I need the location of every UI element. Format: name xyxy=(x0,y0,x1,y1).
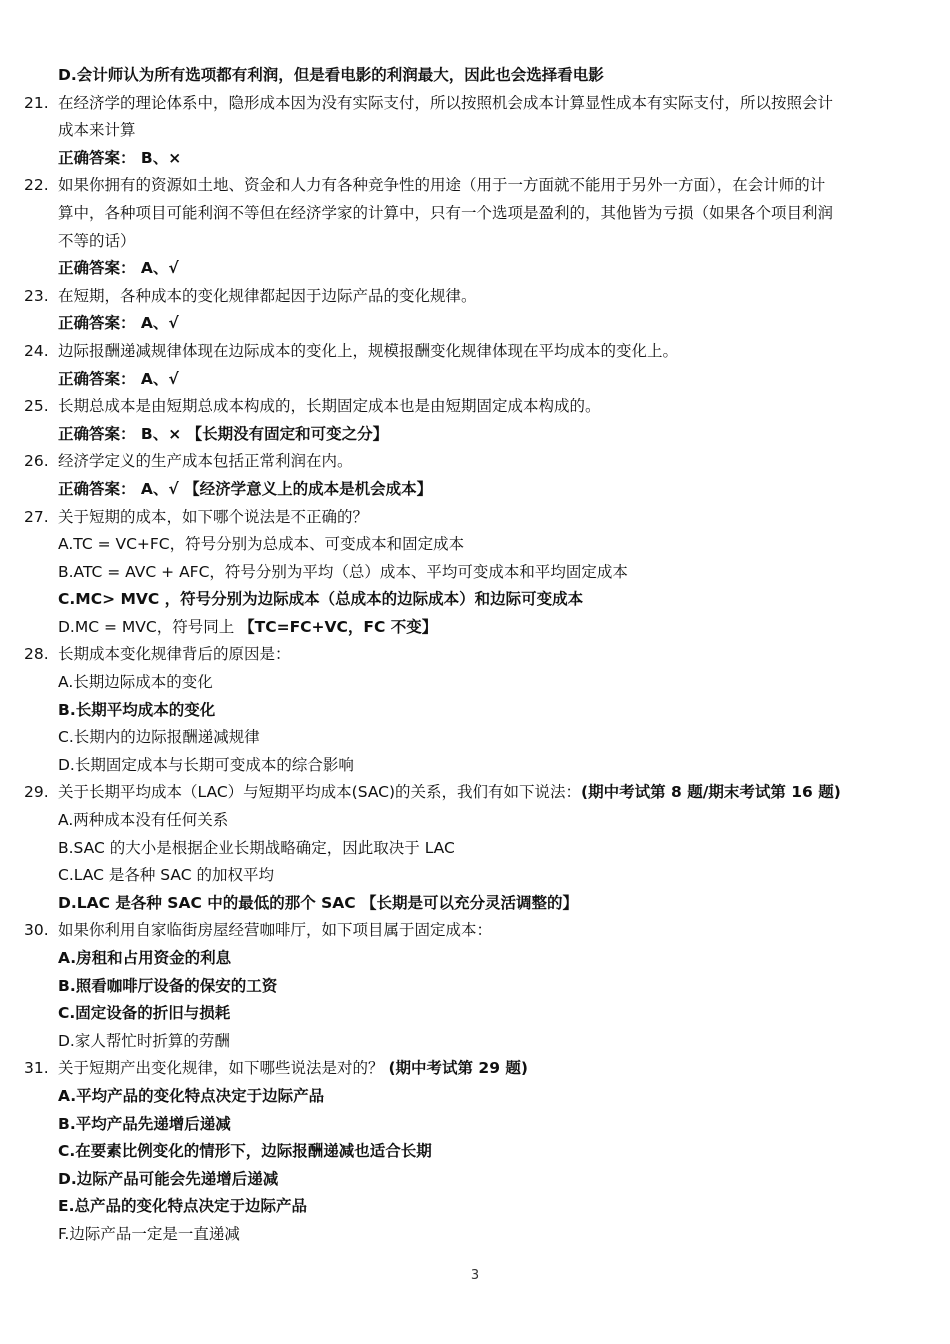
line-text xyxy=(58,1000,230,1028)
line-text xyxy=(58,476,432,504)
line-main-text: E.总产品的变化特点决定于边际产品 xyxy=(58,1197,307,1216)
text-line xyxy=(0,200,950,228)
line-main-text: 关于短期的成本，如下哪个说法是不正确的？ xyxy=(58,507,369,526)
question-number: 22. xyxy=(24,176,49,195)
line-text xyxy=(58,835,455,863)
question-line xyxy=(0,338,950,366)
text-line xyxy=(0,890,950,918)
text-line xyxy=(0,310,950,338)
question-line xyxy=(0,504,950,532)
line-text xyxy=(58,917,492,945)
line-text xyxy=(58,448,353,476)
question-number: 31. xyxy=(24,1059,49,1078)
line-text xyxy=(58,1028,230,1056)
text-line xyxy=(0,62,950,90)
line-main-text: D.会计师认为所有选项都有利润，但是看电影的利润最大，因此也会选择看电影 xyxy=(58,66,604,84)
line-text xyxy=(58,172,825,200)
question-line xyxy=(0,641,950,669)
line-main-text: C.长期内的边际报酬递减规律 xyxy=(58,728,260,747)
line-main-text: C.在要素比例变化的情形下，边际报酬递减也适合长期 xyxy=(58,1142,432,1161)
line-text xyxy=(58,807,228,835)
line-main-text: A.平均产品的变化特点决定于边际产品 xyxy=(58,1086,325,1105)
line-text xyxy=(58,586,583,614)
text-line xyxy=(0,228,950,256)
line-text xyxy=(58,1193,307,1221)
line-text xyxy=(58,531,464,559)
question-line xyxy=(0,172,950,200)
text-line xyxy=(0,586,950,614)
text-line xyxy=(0,1166,950,1194)
line-text xyxy=(58,421,388,449)
line-text xyxy=(58,228,136,256)
question-number: 30. xyxy=(24,921,49,940)
text-line xyxy=(0,724,950,752)
text-line xyxy=(0,862,950,890)
document-body xyxy=(0,62,950,1249)
question-number: 27. xyxy=(24,507,49,526)
line-text xyxy=(58,310,179,338)
question-line xyxy=(0,393,950,421)
line-main-text: 长期总成本是由短期总成本构成的，长期固定成本也是由短期固定成本构成的。 xyxy=(58,397,601,416)
text-line xyxy=(0,945,950,973)
line-main-text: D.MC = MVC，符号同上 xyxy=(58,617,240,636)
question-number: 29. xyxy=(24,783,49,802)
line-bold-note: (期中考试第 29 题) xyxy=(388,1059,528,1078)
line-text xyxy=(58,283,477,311)
line-text xyxy=(58,890,578,918)
line-main-text: D.长期固定成本与长期可变成本的综合影响 xyxy=(58,755,354,774)
line-text xyxy=(58,90,833,118)
line-main-text: B.平均产品先递增后递减 xyxy=(58,1114,231,1133)
line-text xyxy=(58,1111,231,1139)
text-line xyxy=(0,835,950,863)
question-number: 23. xyxy=(24,286,49,305)
line-text xyxy=(58,752,354,780)
text-line xyxy=(0,973,950,1001)
question-line xyxy=(0,283,950,311)
line-main-text: 在经济学的理论体系中，隐形成本因为没有实际支付，所以按照机会成本计算显性成本有实际支付，所以按照会计 xyxy=(58,93,834,112)
line-main-text: C.MC> MVC ，符号分别为边际成本（总成本的边际成本）和边际可变成本 xyxy=(58,590,584,609)
question-line xyxy=(0,1055,950,1083)
line-text xyxy=(58,117,136,145)
text-line xyxy=(0,697,950,725)
question-line xyxy=(0,917,950,945)
text-line xyxy=(0,145,950,173)
line-bold-note: (期中考试第 8 题/期末考试第 16 题) xyxy=(581,783,841,802)
line-main-text: C.固定设备的折旧与损耗 xyxy=(58,1004,231,1023)
line-main-text: A.TC = VC+FC，符号分别为总成本、可变成本和固定成本 xyxy=(58,535,465,554)
text-line xyxy=(0,1221,950,1249)
line-main-text: A.长期边际成本的变化 xyxy=(58,673,213,692)
question-line xyxy=(0,448,950,476)
question-number: 24. xyxy=(24,341,49,360)
line-main-text: C.LAC 是各种 SAC 的加权平均 xyxy=(58,866,274,885)
line-main-text: 长期成本变化规律背后的原因是： xyxy=(58,645,291,664)
text-line xyxy=(0,476,950,504)
text-line xyxy=(0,559,950,587)
line-main-text: B.SAC 的大小是根据企业长期战略确定，因此取决于 LAC xyxy=(58,838,455,857)
line-text xyxy=(58,973,277,1001)
line-main-text: A.房租和占用资金的利息 xyxy=(58,949,232,967)
text-line xyxy=(0,1028,950,1056)
line-main-text: 不等的话） xyxy=(58,231,136,250)
text-line xyxy=(0,366,950,394)
line-main-text: 关于长期平均成本（LAC）与短期平均成本(SAC)的关系，我们有如下说法： xyxy=(58,783,582,802)
line-main-text: 如果你利用自家临街房屋经营咖啡厅，如下项目属于固定成本： xyxy=(58,921,493,940)
line-text xyxy=(58,504,368,532)
text-line xyxy=(0,421,950,449)
line-text xyxy=(58,62,604,90)
text-line xyxy=(0,255,950,283)
line-main-text: 正确答案： A、√ xyxy=(58,259,179,278)
question-number: 28. xyxy=(24,645,49,664)
text-line xyxy=(0,807,950,835)
line-text xyxy=(58,145,181,173)
line-text xyxy=(58,1221,240,1249)
line-main-text: F.边际产品一定是一直递减 xyxy=(58,1224,240,1243)
line-text xyxy=(58,697,215,725)
line-text xyxy=(58,614,437,642)
question-line xyxy=(0,779,950,807)
text-line xyxy=(0,752,950,780)
line-text xyxy=(58,255,179,283)
line-text xyxy=(58,945,231,973)
question-number: 25. xyxy=(24,397,49,416)
line-main-text: 正确答案： B、× 【长期没有固定和可变之分】 xyxy=(58,424,389,443)
line-main-text: D.LAC 是各种 SAC 中的最低的那个 SAC 【长期是可以充分灵活调整的】 xyxy=(58,893,579,912)
question-line xyxy=(0,90,950,118)
line-main-text: 正确答案： A、√ 【经济学意义上的成本是机会成本】 xyxy=(58,479,433,498)
line-main-text: B.ATC = AVC + AFC，符号分别为平均（总）成本、平均可变成本和平均固定成本 xyxy=(58,562,628,581)
line-main-text: 算中，各种项目可能利润不等但在经济学家的计算中，只有一个选项是盈利的，其他皆为亏损（如果各个项目利润 xyxy=(58,203,834,222)
line-text xyxy=(58,641,291,669)
line-main-text: D.边际产品可能会先递增后递减 xyxy=(58,1169,279,1188)
line-main-text: 正确答案： B、× xyxy=(58,148,182,167)
line-text xyxy=(58,559,628,587)
text-line xyxy=(0,117,950,145)
line-text xyxy=(58,393,601,421)
text-line xyxy=(0,1138,950,1166)
line-text xyxy=(58,862,274,890)
text-line xyxy=(0,669,950,697)
line-text xyxy=(58,366,179,394)
line-main-text: 经济学定义的生产成本包括正常利润在内。 xyxy=(58,452,353,471)
line-main-text: D.家人帮忙时折算的劳酬 xyxy=(58,1031,230,1050)
line-text xyxy=(58,338,678,366)
question-number: 21. xyxy=(24,93,49,112)
line-text xyxy=(58,1166,278,1194)
line-main-text: 边际报酬递减规律体现在边际成本的变化上，规模报酬变化规律体现在平均成本的变化上。 xyxy=(58,341,679,360)
text-line xyxy=(0,614,950,642)
line-text xyxy=(58,724,260,752)
text-line xyxy=(0,1083,950,1111)
line-main-text: 如果你拥有的资源如土地、资金和人力有各种竞争性的用途（用于一方面就不能用于另外一方面），在会计师的计 xyxy=(58,176,826,195)
line-main-text: 正确答案： A、√ xyxy=(58,369,179,388)
line-main-text: B.照看咖啡厅设备的保安的工资 xyxy=(58,976,278,995)
text-line xyxy=(0,1111,950,1139)
text-line xyxy=(0,1193,950,1221)
line-text xyxy=(58,200,833,228)
line-text xyxy=(58,1138,432,1166)
page-number: 3 xyxy=(470,1268,480,1283)
line-text xyxy=(58,1083,324,1111)
line-main-text: 在短期，各种成本的变化规律都起因于边际产品的变化规律。 xyxy=(58,286,477,305)
line-text xyxy=(58,1055,528,1083)
text-line xyxy=(0,531,950,559)
line-text xyxy=(58,779,841,807)
line-main-text: 关于短期产出变化规律，如下哪些说法是对的？ xyxy=(58,1059,389,1078)
question-number: 26. xyxy=(24,452,49,471)
line-main-text: B.长期平均成本的变化 xyxy=(58,700,216,719)
line-main-text: A.两种成本没有任何关系 xyxy=(58,811,229,830)
line-bold-note: 【TC=FC+VC，FC 不变】 xyxy=(239,617,438,636)
line-main-text: 正确答案： A、√ xyxy=(58,314,179,333)
line-text xyxy=(58,669,213,697)
line-main-text: 成本来计算 xyxy=(58,121,136,140)
text-line xyxy=(0,1000,950,1028)
